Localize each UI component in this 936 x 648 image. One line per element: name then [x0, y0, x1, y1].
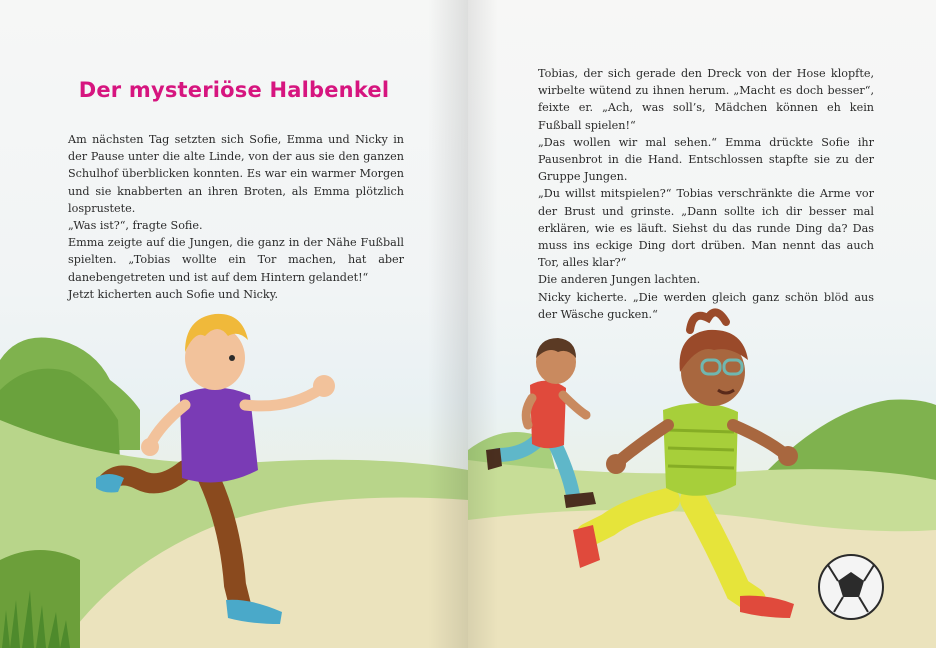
paragraph: Nicky kicherte. „Die werden gleich ganz schön blöd aus der Wäsche gucken.“ — [538, 290, 874, 321]
paragraph: Jetzt kicherten auch Sofie und Nicky. — [68, 287, 279, 301]
paragraph: „Du willst mitspielen?“ Tobias verschränkte die Arme vor der Brust und grinste. „Dann sollte ich dir besser mal erklären, wie es läuft. Siehst du das runde Ding da? Das muss ins eckige Ding dort drüben. Man nennt das auch Tor, alles klar?“ — [538, 187, 874, 270]
left-body-text — [68, 131, 404, 303]
paragraph: Emma zeigte auf die Jungen, die ganz in der Nähe Fußball spielten. „Tobias wollte ein Tor machen, hat aber danebengetreten und ist auf dem Hintern gelandet!“ — [68, 236, 404, 284]
right-gutter-shadow — [468, 0, 498, 648]
paragraph: „Was ist?“, fragte Sofie. — [68, 219, 203, 233]
paragraph: Die anderen Jungen lachten. — [538, 273, 701, 287]
right-page — [468, 0, 936, 648]
chapter-title: Der mysteriöse Halbenkel — [78, 78, 390, 103]
soccer-ball — [819, 555, 883, 619]
paragraph: Am nächsten Tag setzten sich Sofie, Emma und Nicky in der Pause unter die alte Linde, von der aus sie den ganzen Schulhof überblicken konnten. Es war ein warmer Morgen und sie knabberten an ihren Broten, als Emma plötzlich losprustete. — [68, 133, 404, 215]
paragraph: Tobias, der sich gerade den Dreck von der Hose klopfte, wirbelte wütend zu ihnen herum. „Macht es doch besser“, feixte er. „Ach, was soll’s, Mädchen können eh kein Fußball spielen!“ — [538, 67, 874, 132]
right-body-text — [538, 65, 874, 323]
paragraph: „Das wollen wir mal sehen.“ Emma drückte Sofie ihr Pausenbrot in die Hand. Entschlossen stapfte sie zu der Gruppe Jungen. — [538, 135, 874, 184]
